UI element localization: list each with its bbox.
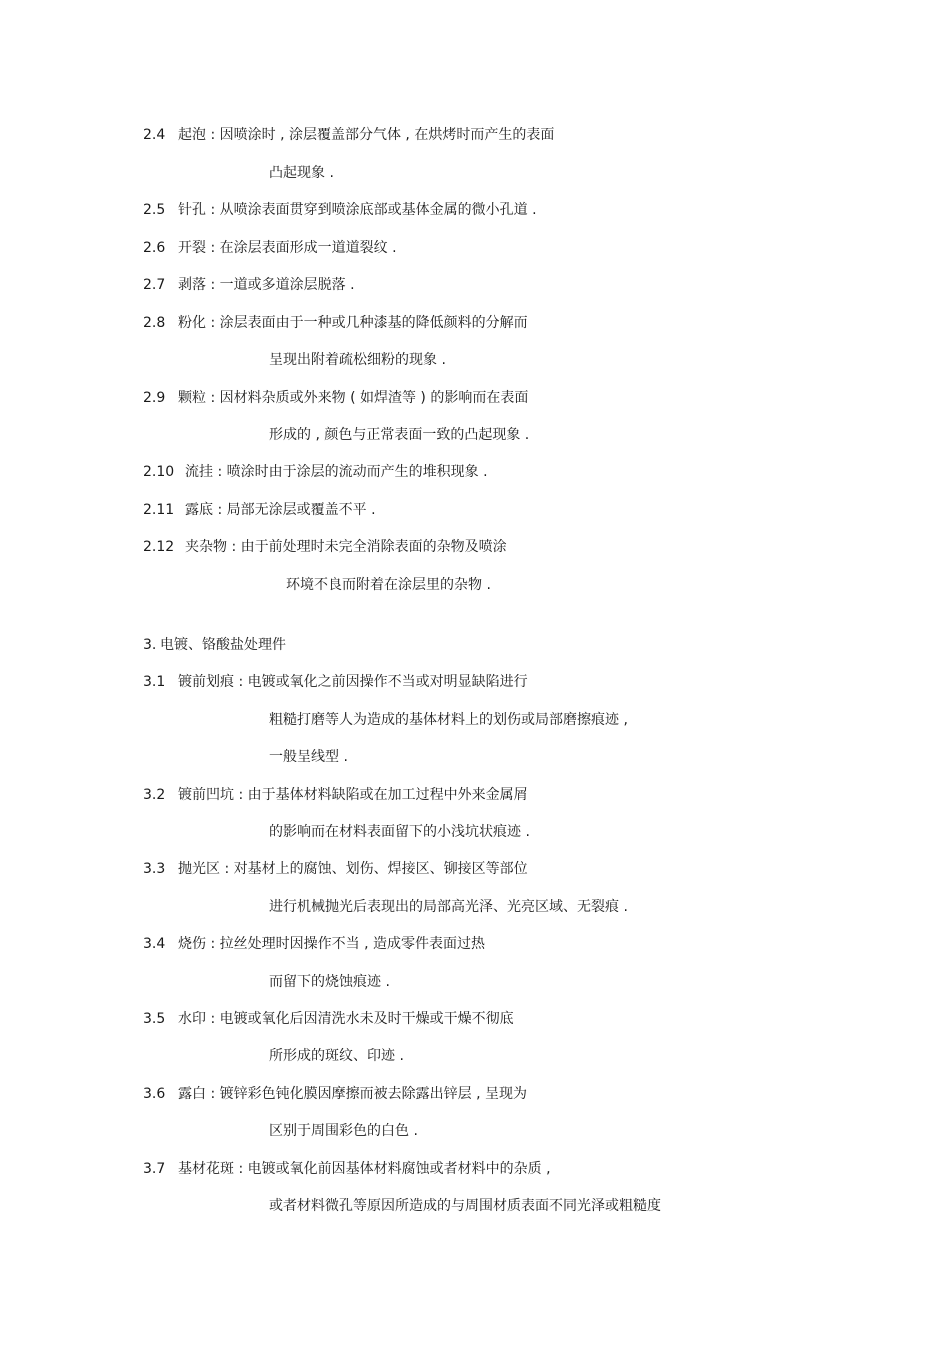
item-2-11	[143, 501, 376, 519]
item-text: 镀前凹坑 : 由于基体材料缺陷或在加工过程中外来金属屑	[178, 787, 528, 803]
item-3-7-continued	[269, 1197, 661, 1215]
item-text: 环境不良而附着在涂层里的杂物 .	[286, 577, 491, 593]
item-text: 进行机械抛光后表现出的局部高光泽、光亮区域、无裂痕 .	[269, 899, 628, 915]
item-number: 2.12	[143, 539, 175, 555]
item-number: 2.8	[143, 315, 166, 331]
item-number: 2.6	[143, 240, 166, 256]
item-3-5	[143, 1010, 514, 1028]
item-text: 剥落 : 一道或多道涂层脱落 .	[178, 277, 355, 293]
item-text: 粉化 : 涂层表面由于一种或几种漆基的降低颜料的分解而	[178, 315, 528, 331]
section-heading-3	[143, 636, 286, 654]
item-number: 3.4	[143, 936, 166, 952]
item-text: 开裂 : 在涂层表面形成一道道裂纹 .	[178, 240, 397, 256]
item-text: 露白 : 镀锌彩色钝化膜因摩擦而被去除露出锌层 , 呈现为	[178, 1086, 527, 1102]
item-2-10	[143, 463, 488, 481]
item-3-7	[143, 1160, 551, 1178]
item-text: 抛光区 : 对基材上的腐蚀、划伤、焊接区、铆接区等部位	[178, 861, 528, 877]
item-number: 2.10	[143, 464, 175, 480]
item-3-1-continued	[269, 711, 628, 729]
item-2-9-continued	[269, 426, 529, 444]
item-text: 所形成的斑纹、印迹 .	[269, 1048, 404, 1064]
item-number: 3.5	[143, 1011, 166, 1027]
item-2-9	[143, 389, 528, 407]
item-number: 3.3	[143, 861, 166, 877]
item-number: 3.1	[143, 674, 166, 690]
item-text: 呈现出附着疏松细粉的现象 .	[269, 352, 446, 368]
item-text: 的影响而在材料表面留下的小浅坑状痕迹 .	[269, 824, 530, 840]
item-3-2-continued	[269, 823, 530, 841]
item-number: 2.7	[143, 277, 166, 293]
item-text: 颗粒 : 因材料杂质或外来物 ( 如焊渣等 ) 的影响而在表面	[178, 390, 529, 406]
item-3-3-continued	[269, 898, 628, 916]
item-2-8	[143, 314, 528, 332]
item-number: 3.2	[143, 787, 166, 803]
item-text: 而留下的烧蚀痕迹 .	[269, 974, 390, 990]
item-text: 基材花斑 : 电镀或氧化前因基体材料腐蚀或者材料中的杂质 ,	[178, 1161, 551, 1177]
item-3-1	[143, 673, 528, 691]
item-3-1-continued-2	[269, 748, 348, 766]
item-text: 露底 : 局部无涂层或覆盖不平 .	[185, 502, 376, 518]
section-number: 3.	[143, 637, 157, 653]
item-2-8-continued	[269, 351, 446, 369]
item-text: 起泡 : 因喷涂时 , 涂层覆盖部分气体 , 在烘烤时而产生的表面	[178, 127, 555, 143]
item-number: 3.6	[143, 1086, 166, 1102]
item-2-5	[143, 201, 537, 219]
item-text: 区别于周围彩色的白色 .	[269, 1123, 418, 1139]
item-number: 2.5	[143, 202, 166, 218]
item-text: 针孔 : 从喷涂表面贯穿到喷涂底部或基体金属的微小孔道 .	[178, 202, 537, 218]
item-3-2	[143, 786, 528, 804]
item-number: 3.7	[143, 1161, 166, 1177]
item-number: 2.9	[143, 390, 166, 406]
item-2-12-continued	[286, 576, 491, 594]
item-3-6	[143, 1085, 527, 1103]
item-text: 夹杂物 : 由于前处理时未完全消除表面的杂物及喷涂	[185, 539, 507, 555]
item-text: 凸起现象 .	[269, 165, 334, 181]
item-text: 一般呈线型 .	[269, 749, 348, 765]
item-2-4	[143, 126, 554, 144]
item-text: 粗糙打磨等人为造成的基体材料上的划伤或局部磨擦痕迹 ,	[269, 712, 628, 728]
item-text: 水印 : 电镀或氧化后因清洗水未及时干燥或干燥不彻底	[178, 1011, 514, 1027]
item-2-12	[143, 538, 507, 556]
item-2-7	[143, 276, 355, 294]
item-3-4	[143, 935, 485, 953]
section-title: 电镀、铬酸盐处理件	[160, 637, 286, 653]
item-2-6	[143, 239, 397, 257]
item-text: 或者材料微孔等原因所造成的与周围材质表面不同光泽或粗糙度	[269, 1198, 661, 1214]
item-text: 烧伤 : 拉丝处理时因操作不当 , 造成零件表面过热	[178, 936, 485, 952]
item-text: 镀前划痕 : 电镀或氧化之前因操作不当或对明显缺陷进行	[178, 674, 528, 690]
item-text: 形成的 , 颜色与正常表面一致的凸起现象 .	[269, 427, 530, 443]
item-text: 流挂 : 喷涂时由于涂层的流动而产生的堆积现象 .	[185, 464, 488, 480]
item-2-4-continued	[269, 164, 334, 182]
item-3-3	[143, 860, 528, 878]
item-3-6-continued	[269, 1122, 418, 1140]
item-number: 2.4	[143, 127, 166, 143]
item-3-4-continued	[269, 973, 390, 991]
item-3-5-continued	[269, 1047, 404, 1065]
item-number: 2.11	[143, 502, 175, 518]
